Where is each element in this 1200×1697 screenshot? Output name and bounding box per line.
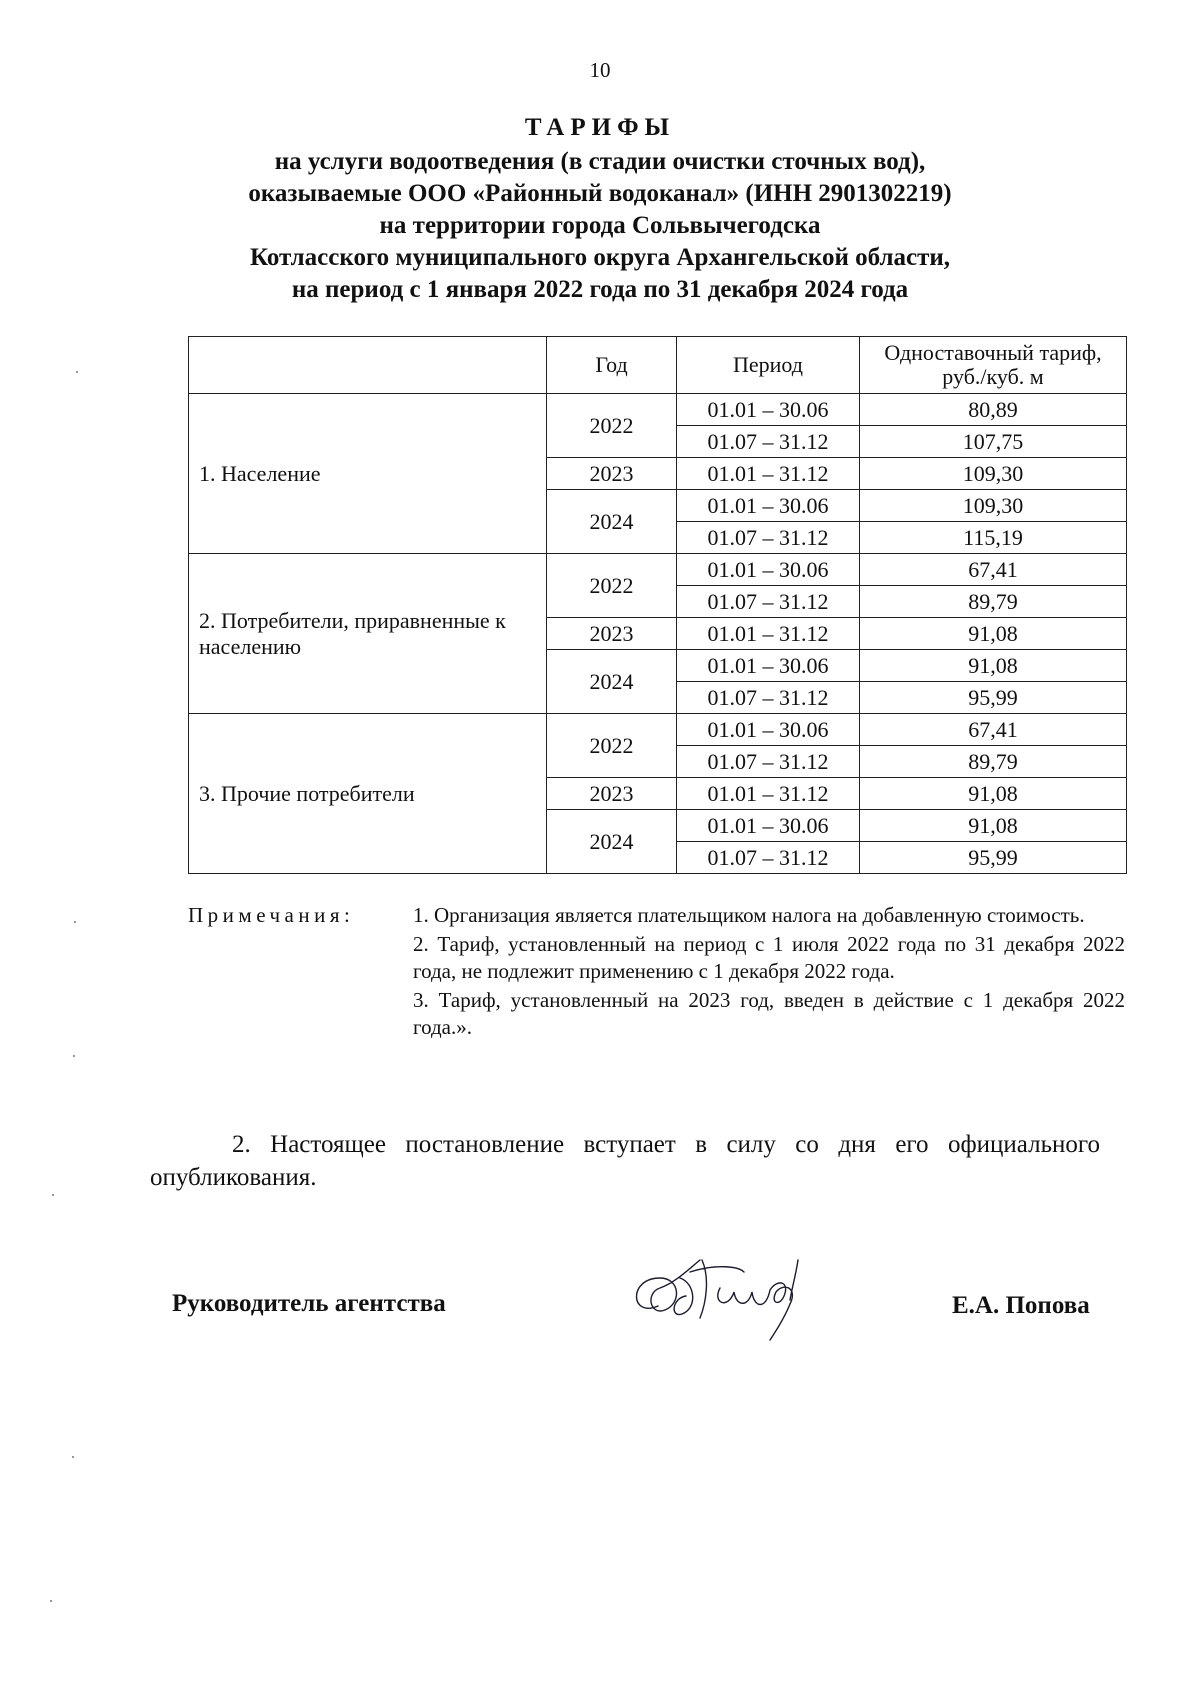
year-cell: 2022 bbox=[547, 394, 677, 458]
table-row bbox=[189, 394, 1127, 426]
consumer-category-cell: 1. Население bbox=[189, 394, 547, 554]
period-cell: 01.07 – 31.12 bbox=[677, 522, 860, 554]
year-cell: 2024 bbox=[547, 810, 677, 874]
period-cell: 01.01 – 31.12 bbox=[677, 778, 860, 810]
title-line: на территории города Сольвычегодска bbox=[379, 212, 821, 239]
year-cell: 2022 bbox=[547, 714, 677, 778]
tariff-value-cell: 115,19 bbox=[860, 522, 1127, 554]
period-cell: 01.01 – 30.06 bbox=[677, 394, 860, 426]
header-category bbox=[189, 337, 547, 394]
tariff-value-cell: 67,41 bbox=[860, 714, 1127, 746]
tariff-value-cell: 109,30 bbox=[860, 458, 1127, 490]
header-tariff: Одноставочный тариф, руб./куб. м bbox=[860, 337, 1127, 394]
tariff-value-cell: 67,41 bbox=[860, 554, 1127, 586]
tariff-table bbox=[188, 336, 1127, 874]
tariff-value-cell: 95,99 bbox=[860, 682, 1127, 714]
closing-paragraph: 2. Настоящее постановление вступает в силу со дня его официального опубликования. bbox=[150, 1131, 1100, 1191]
header-year: Год bbox=[547, 337, 677, 394]
tariff-value-cell: 91,08 bbox=[860, 778, 1127, 810]
signatory-name: Е.А. Попова bbox=[952, 1292, 1090, 1319]
period-cell: 01.01 – 30.06 bbox=[677, 810, 860, 842]
tariff-value-cell: 80,89 bbox=[860, 394, 1127, 426]
title-line: на услуги водоотведения (в стадии очистки сточных вод), bbox=[274, 148, 926, 175]
period-cell: 01.01 – 30.06 bbox=[677, 650, 860, 682]
year-cell: 2024 bbox=[547, 650, 677, 714]
table-row bbox=[189, 554, 1127, 586]
period-cell: 01.01 – 31.12 bbox=[677, 618, 860, 650]
consumer-category-cell: 2. Потребители, приравненные к населению bbox=[189, 554, 547, 714]
scan-speck bbox=[50, 1600, 52, 1602]
period-cell: 01.07 – 31.12 bbox=[677, 746, 860, 778]
tariff-value-cell: 91,08 bbox=[860, 810, 1127, 842]
period-cell: 01.07 – 31.12 bbox=[677, 682, 860, 714]
title-line: Котласского муниципального округа Архангельской области, bbox=[249, 244, 951, 271]
year-cell: 2023 bbox=[547, 618, 677, 650]
title-line: оказываемые ООО «Районный водоканал» (ИНН 2901302219) bbox=[248, 180, 952, 207]
year-cell: 2023 bbox=[547, 778, 677, 810]
period-cell: 01.01 – 30.06 bbox=[677, 714, 860, 746]
notes-label: Примечания: bbox=[188, 903, 355, 927]
note-item: 3. Тариф, установленный на 2023 год, введен в действие с 1 декабря 2022 года.». bbox=[413, 988, 1125, 1039]
note-item: 1. Организация является плательщиком налога на добавленную стоимость. bbox=[413, 903, 1085, 927]
scan-speck bbox=[72, 1456, 74, 1458]
consumer-category-cell: 3. Прочие потребители bbox=[189, 714, 547, 874]
title-line: на период с 1 января 2022 года по 31 декабря 2024 года bbox=[291, 276, 909, 303]
period-cell: 01.07 – 31.12 bbox=[677, 586, 860, 618]
year-cell: 2023 bbox=[547, 458, 677, 490]
header-period: Период bbox=[677, 337, 860, 394]
year-cell: 2022 bbox=[547, 554, 677, 618]
period-cell: 01.01 – 30.06 bbox=[677, 554, 860, 586]
period-cell: 01.01 – 30.06 bbox=[677, 490, 860, 522]
scan-speck bbox=[76, 371, 78, 373]
scan-speck bbox=[73, 1055, 75, 1057]
tariff-value-cell: 107,75 bbox=[860, 426, 1127, 458]
period-cell: 01.01 – 31.12 bbox=[677, 458, 860, 490]
tariff-value-cell: 109,30 bbox=[860, 490, 1127, 522]
note-item: 2. Тариф, установленный на период с 1 июля 2022 года по 31 декабря 2022 года, не подлежит применению с 1 декабря 2022 года. bbox=[413, 932, 1125, 983]
period-cell: 01.07 – 31.12 bbox=[677, 426, 860, 458]
tariff-table-body bbox=[189, 394, 1127, 874]
scan-speck bbox=[52, 1194, 54, 1196]
document-title bbox=[150, 112, 1050, 306]
year-cell: 2024 bbox=[547, 490, 677, 554]
scan-speck bbox=[74, 921, 76, 923]
table-header-row bbox=[189, 337, 1127, 394]
tariff-value-cell: 89,79 bbox=[860, 586, 1127, 618]
table-row bbox=[189, 714, 1127, 746]
signatory-position: Руководитель агентства bbox=[172, 1290, 446, 1317]
tariff-value-cell: 91,08 bbox=[860, 650, 1127, 682]
tariff-value-cell: 95,99 bbox=[860, 842, 1127, 874]
title-heading: ТАРИФЫ bbox=[524, 114, 676, 141]
page-number: 10 bbox=[589, 58, 611, 82]
notes-list bbox=[413, 902, 1125, 1043]
tariff-value-cell: 91,08 bbox=[860, 618, 1127, 650]
period-cell: 01.07 – 31.12 bbox=[677, 842, 860, 874]
tariff-value-cell: 89,79 bbox=[860, 746, 1127, 778]
handwritten-signature bbox=[620, 1248, 830, 1348]
